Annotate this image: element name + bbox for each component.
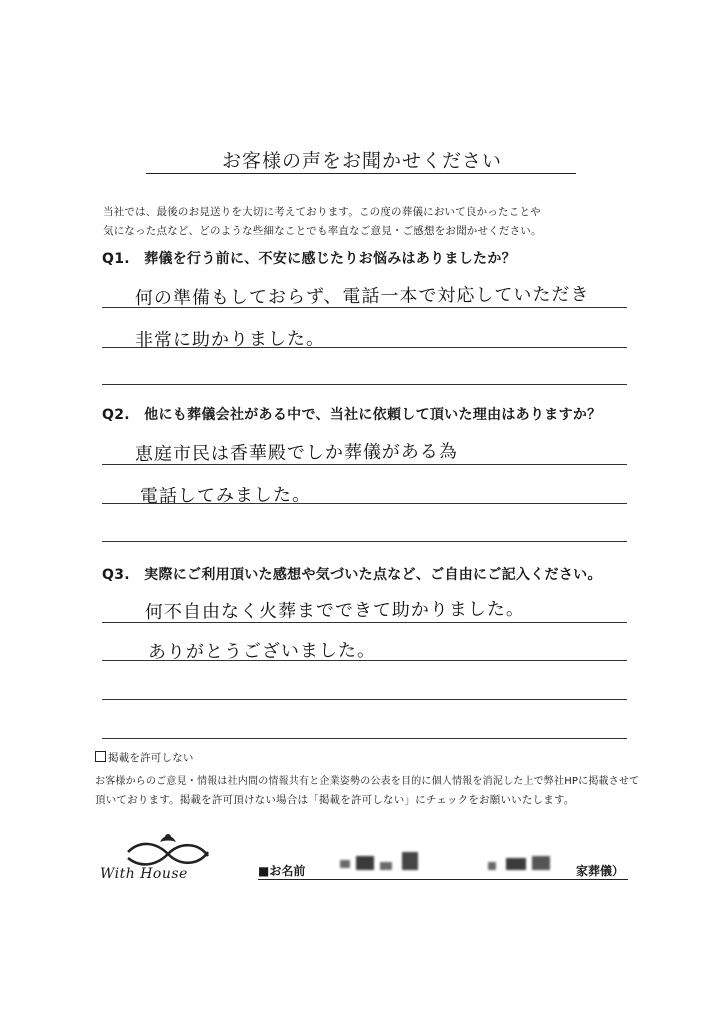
answer-1-line-1: 何の準備もしておらず、電話一本で対応していただき xyxy=(134,284,590,310)
intro-line-1: 当社では、最後のお見送りを大切に考えております。この度の葬儀において良かったことや xyxy=(103,206,541,218)
name-suffix: 家葬儀） xyxy=(576,864,625,878)
logo-text: With House xyxy=(100,866,188,882)
answer-rule xyxy=(102,384,627,385)
answer-rule xyxy=(102,347,627,348)
answer-rule xyxy=(102,660,627,661)
answer-2-line-1: 恵庭市民は香華殿でしか葬儀がある為 xyxy=(134,441,458,466)
name-redacted xyxy=(330,850,580,880)
answer-2-line-2: 電話してみました。 xyxy=(139,484,311,508)
answer-3-line-1: 何不自由なく火葬までできて助かりました。 xyxy=(144,598,525,624)
with-house-logo-icon xyxy=(118,830,218,870)
question-2: Q2. 他にも葬儀会社がある中で、当社に依頼して頂いた理由はありますか？ xyxy=(102,407,602,423)
answer-rule xyxy=(102,699,627,700)
publish-note-line-1: お客様からのご意見・情報は社内間の情報共有と企業姿勢の公表を目的に個人情報を消泥した上で弊社HPに掲載させて xyxy=(95,776,640,787)
publish-note-line-2: 頂いております。掲載を許可頂けない場合は「掲載を許可しない」にチェックをお願いいたします。 xyxy=(95,794,575,806)
name-underline xyxy=(258,879,628,880)
page-title: お客様の声をお聞かせください xyxy=(221,150,502,172)
publish-checkbox-label: 掲載を許可しない xyxy=(108,752,194,764)
intro-line-2: 気になった点など、どのような些細なことでも率直なご意見・ご感想をお聞かせください。 xyxy=(103,225,542,237)
answer-rule xyxy=(102,464,627,465)
question-3: Q3. 実際にご利用頂いた感想や気づいた点など、ご自由にご記入ください。 xyxy=(102,567,602,583)
answer-rule xyxy=(102,541,627,542)
answer-rule xyxy=(102,307,627,308)
answer-rule xyxy=(102,503,627,504)
name-label: ■お名前 xyxy=(258,864,306,878)
publish-permission[interactable] xyxy=(95,750,194,765)
answer-3-line-2: ありがとうございました。 xyxy=(147,640,376,664)
publish-checkbox[interactable] xyxy=(95,751,106,762)
question-1: Q1. 葬儀を行う前に、不安に感じたりお悩みはありましたか？ xyxy=(102,251,516,267)
answer-rule xyxy=(102,738,627,739)
answer-rule xyxy=(102,622,627,623)
title-underline xyxy=(146,173,576,174)
answer-1-line-2: 非常に助かりました。 xyxy=(134,328,325,352)
